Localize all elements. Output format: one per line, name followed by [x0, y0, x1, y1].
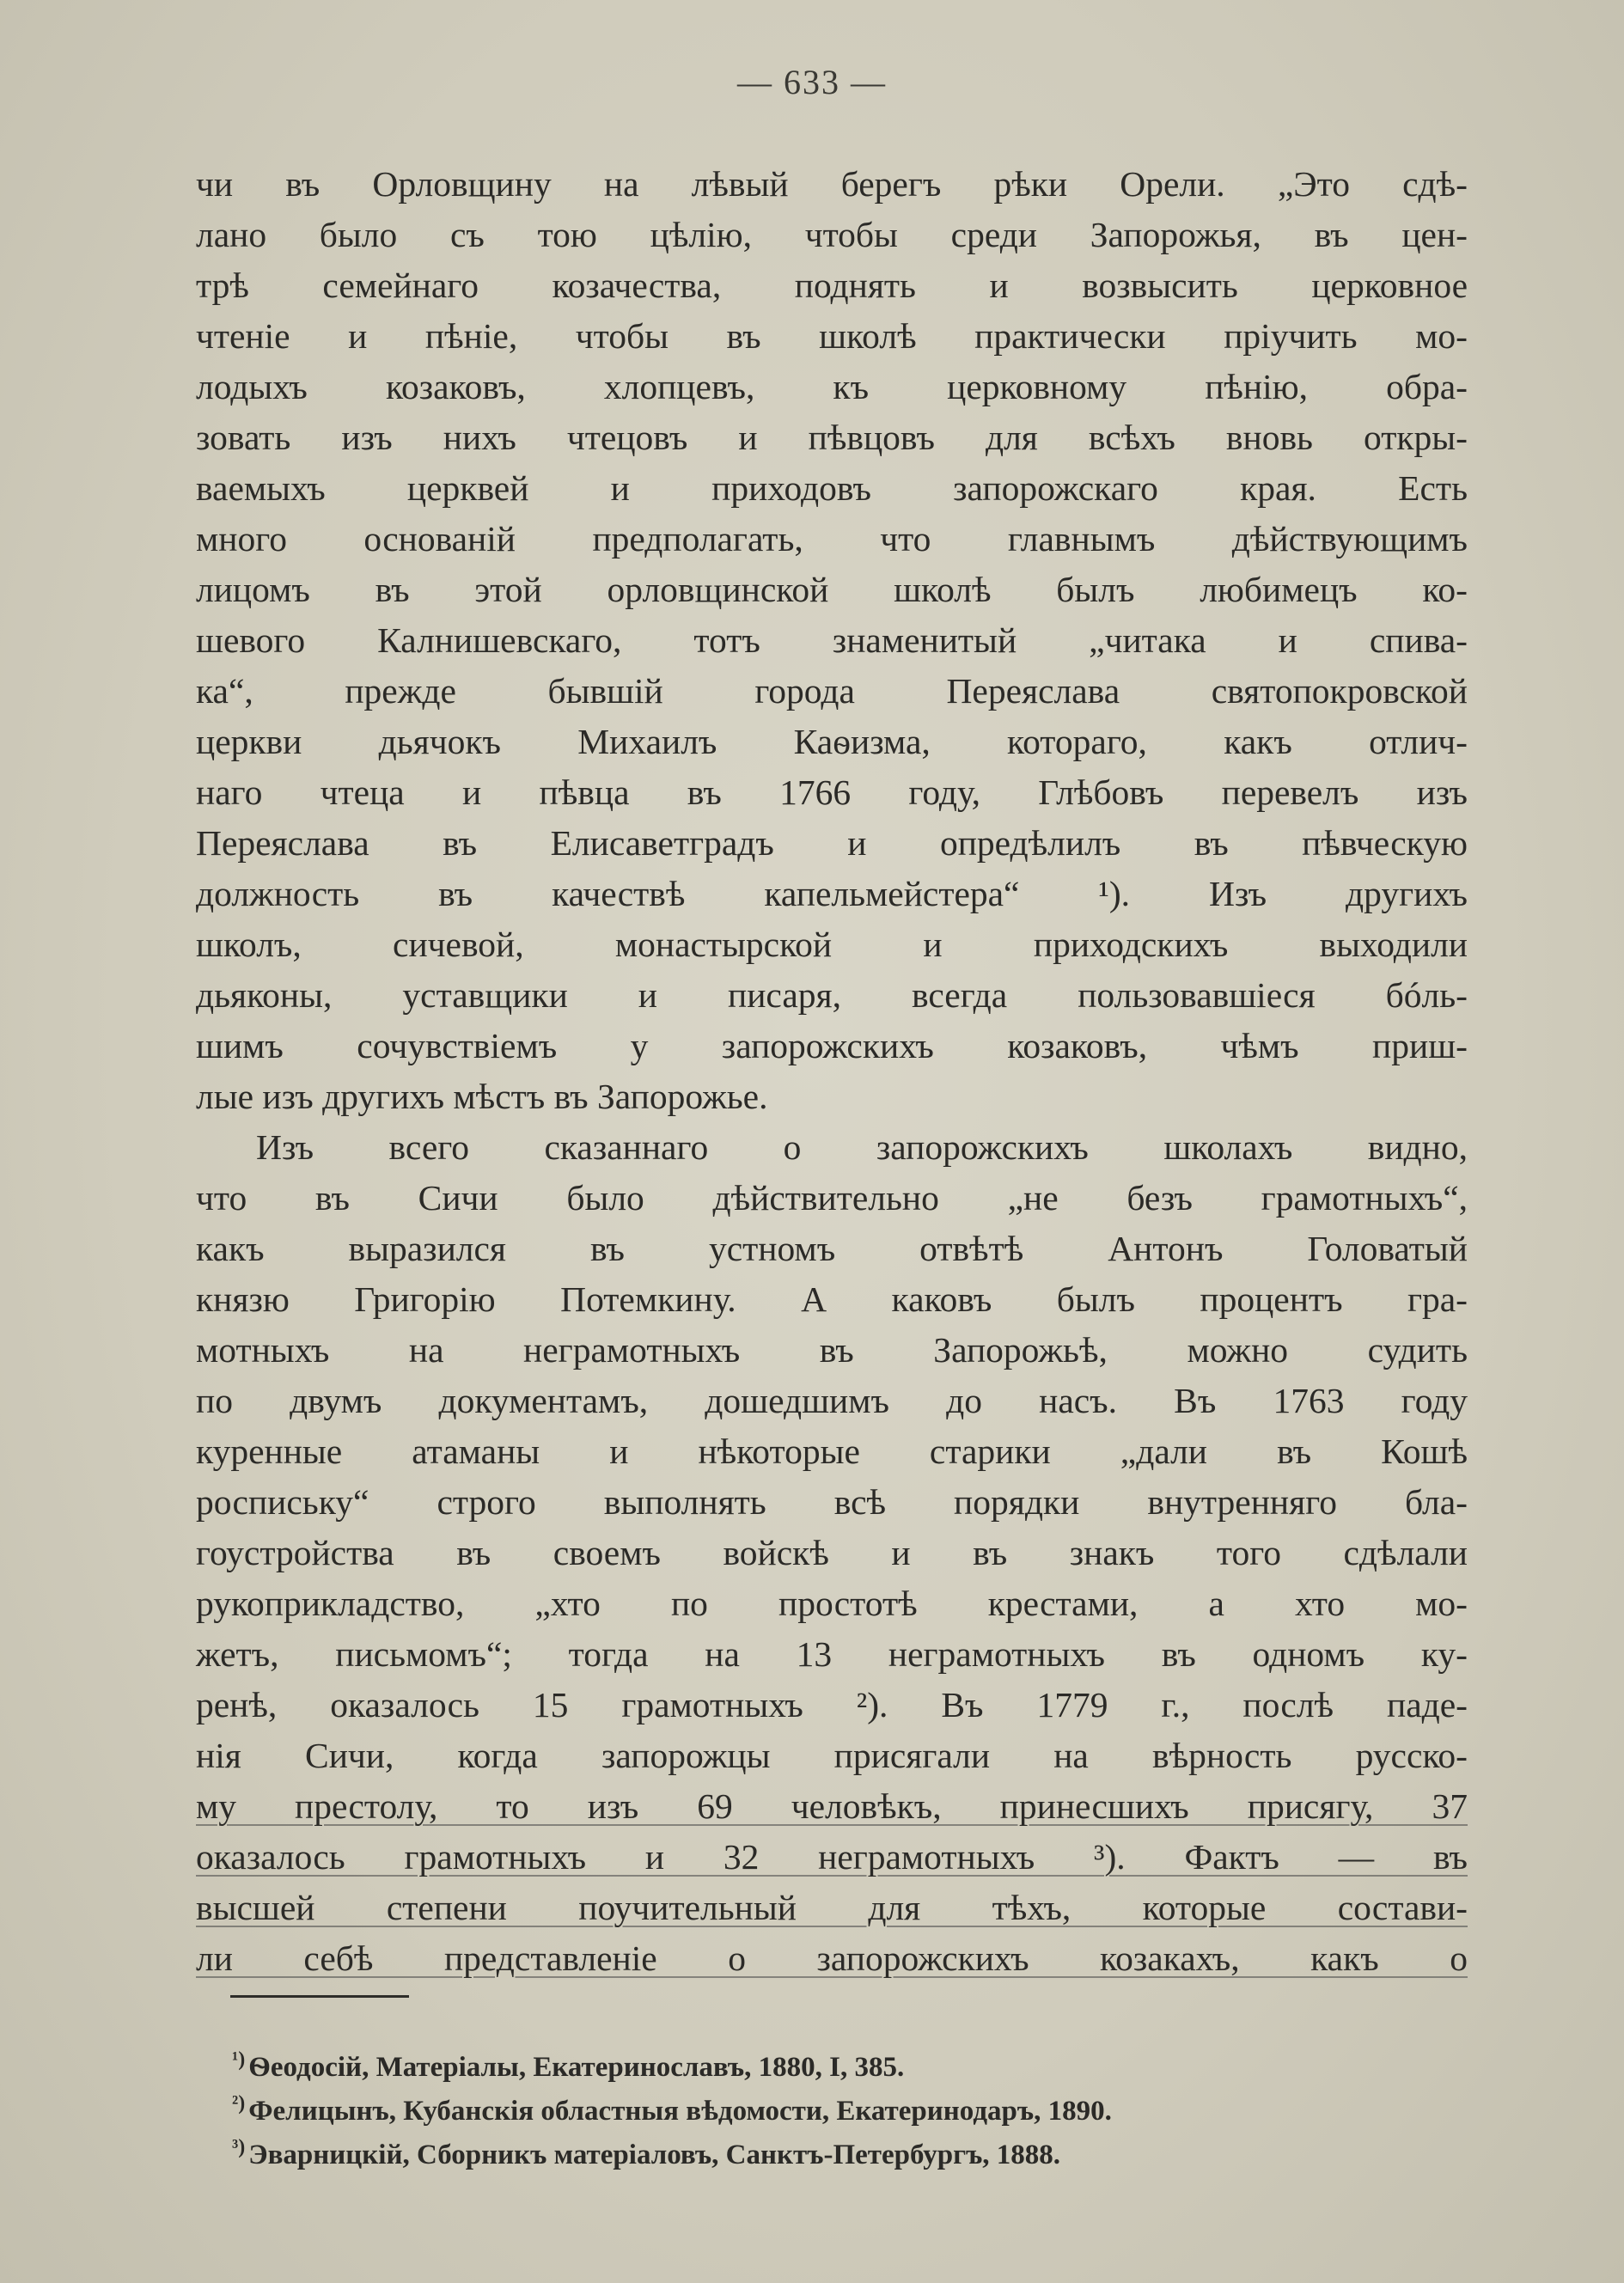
text-line: ренѣ, оказалось 15 грамотныхъ ²). Въ 1779 г., послѣ паде-	[196, 1685, 1468, 1724]
text-line: ли себѣ представленіе о запорожскихъ козакахъ, какъ о	[196, 1938, 1468, 1978]
text-line: лые изъ другихъ мѣстъ въ Запорожье.	[196, 1077, 768, 1116]
text-line: князю Григорію Потемкину. А каковъ былъ процентъ гра-	[196, 1279, 1468, 1319]
text-line: куренные атаманы и нѣкоторые старики „дали въ Кошѣ	[196, 1431, 1468, 1471]
text-line: чи въ Орловщину на лѣвый берегъ рѣки Орели. „Это сдѣ-	[196, 164, 1468, 204]
text-line: много основаній предполагать, что главнымъ дѣйствующимъ	[196, 519, 1468, 559]
text-line: роспиську“ строго выполнять всѣ порядки внутренняго бла-	[196, 1482, 1468, 1522]
text-line: лицомъ въ этой орловщинской школѣ былъ любимецъ ко-	[196, 570, 1468, 609]
text-line: зовать изъ нихъ чтецовъ и пѣвцовъ для всѣхъ вновь откры-	[196, 418, 1468, 457]
text-line: что въ Сичи было дѣйствительно „не безъ грамотныхъ“,	[196, 1178, 1468, 1218]
text-line: му престолу, то изъ 69 человѣкъ, принесшихъ присягу, 37	[196, 1786, 1468, 1826]
text-line: рукоприкладство, „хто по простотѣ крестами, а хто мо-	[196, 1584, 1468, 1623]
text-line: лано было съ тою цѣлію, чтобы среди Запорожья, въ цен-	[196, 215, 1468, 254]
text-line: высшей степени поучительный для тѣхъ, которые состави-	[196, 1888, 1468, 1927]
text-line: школъ, сичевой, монастырской и приходскихъ выходили	[196, 925, 1468, 964]
footnote-text: Ѳеодосій, Матеріалы, Екатеринославъ, 1880, I, 385.	[248, 2052, 905, 2083]
page-number: — 633 —	[737, 63, 887, 101]
footnote	[232, 2126, 1435, 2170]
footnotes	[232, 2038, 1435, 2170]
footnote	[232, 2038, 1435, 2082]
body-text	[196, 159, 1468, 1984]
text-line: шимъ сочувствіемъ у запорожскихъ козаковъ, чѣмъ приш-	[196, 1026, 1468, 1065]
text-line: нія Сичи, когда запорожцы присягали на вѣрность русско-	[196, 1736, 1468, 1775]
text-line: Переяслава въ Елисаветградъ и опредѣлилъ въ пѣвческую	[196, 823, 1468, 863]
footnote	[232, 2082, 1435, 2126]
text-line: дьяконы, уставщики и писаря, всегда пользовавшіеся бóль-	[196, 975, 1468, 1015]
text-line: какъ выразился въ устномъ отвѣтѣ Антонъ Головатый	[196, 1229, 1468, 1268]
text-line: трѣ семейнаго козачества, поднять и возвысить церковное	[196, 266, 1468, 305]
footnote-text: Фелицынъ, Кубанскія областныя вѣдомости, Екатеринодаръ, 1890.	[248, 2096, 1112, 2127]
text-line: мотныхъ на неграмотныхъ въ Запорожьѣ, можно судить	[196, 1330, 1468, 1370]
footnote-text: Эварницкій, Сборникъ матеріаловъ, Санктъ-Петербургъ, 1888.	[248, 2140, 1061, 2170]
footnote-marker: ²)	[232, 2092, 246, 2115]
text-line: по двумъ документамъ, дошедшимъ до насъ. Въ 1763 году	[196, 1381, 1468, 1420]
text-line: Изъ всего сказаннаго о запорожскихъ школахъ видно,	[256, 1127, 1468, 1167]
footnote-separator	[230, 1995, 409, 1998]
text-line: ка“, прежде бывшій города Переяслава святопокровской	[196, 671, 1468, 711]
text-line: наго чтеца и пѣвца въ 1766 году, Глѣбовъ перевелъ изъ	[196, 772, 1468, 812]
text-line: гоустройства въ своемъ войскѣ и въ знакъ того сдѣлали	[196, 1533, 1468, 1572]
text-line: шевого Калнишевскаго, тотъ знаменитый „читака и спива-	[196, 620, 1468, 660]
text-line: ваемыхъ церквей и приходовъ запорожскаго края. Есть	[196, 468, 1468, 508]
text-line: жетъ, письмомъ“; тогда на 13 неграмотныхъ въ одномъ ку-	[196, 1634, 1468, 1674]
text-line: оказалось грамотныхъ и 32 неграмотныхъ ³). Фактъ — въ	[196, 1837, 1468, 1877]
text-line: должность въ качествѣ капельмейстера“ ¹). Изъ другихъ	[196, 874, 1468, 913]
text-line: чтеніе и пѣніе, чтобы въ школѣ практически пріучить мо-	[196, 316, 1468, 356]
text-line: лодыхъ козаковъ, хлопцевъ, къ церковному пѣнію, обра-	[196, 367, 1468, 406]
footnote-marker: ³)	[232, 2136, 246, 2158]
footnote-marker: ¹)	[232, 2048, 246, 2071]
text-line: церкви дьячокъ Михаилъ Каѳизма, котораго, какъ отлич-	[196, 722, 1468, 761]
